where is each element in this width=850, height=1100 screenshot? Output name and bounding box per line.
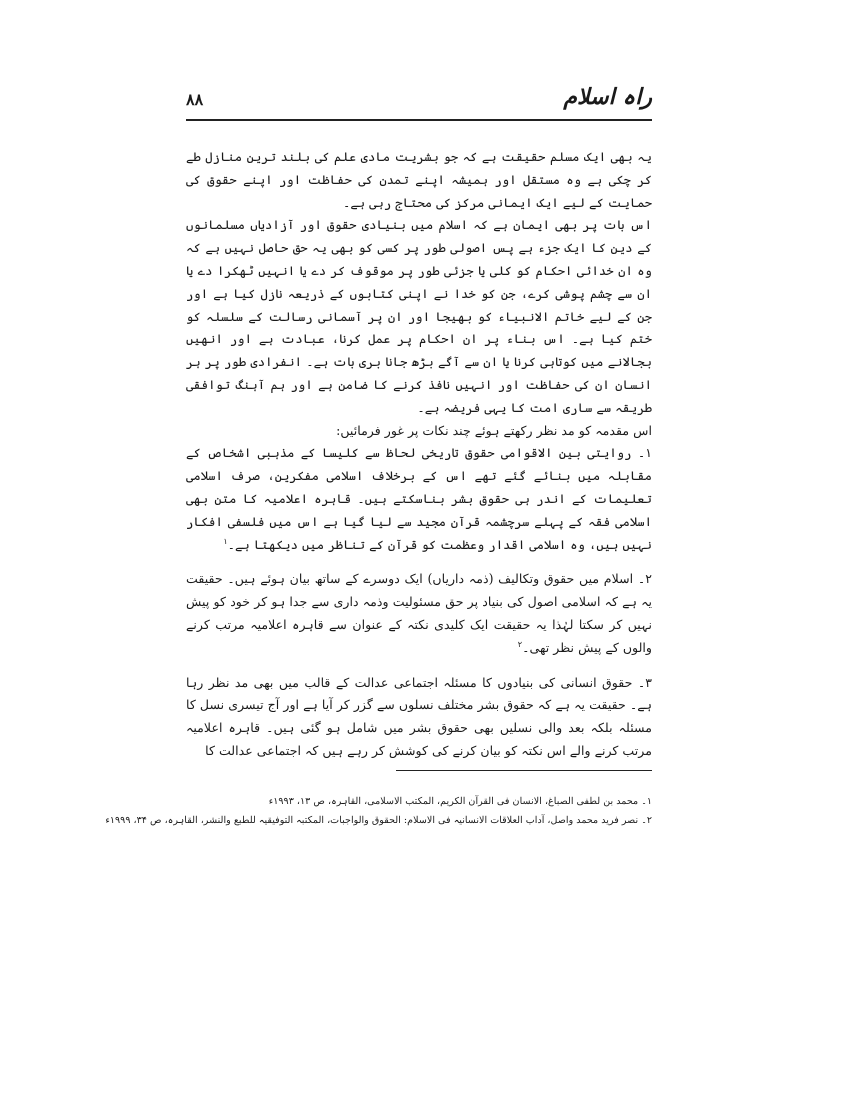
- paragraph-point-1: ۱۔ روایتی بین الاقوامی حقوق تاریخی لحاظ سے کلیسا کے مذہبی اشخاص کے مقابلہ میں بنائے گئے تھے اس کے برخلاف اسلامی مفکرین، صرف اسلامی تعلیمات کے اندر ہی حقوق بشر بناسکتے ہیں۔ قاہرہ اعلامیہ کا متن بھی اسلامی فقہ کے پہلے سرچشمہ قرآن مجید سے لیا گیا ہے اس میں فلسفی افکار نہیں ہیں، وہ اسلامی اقدار وعظمت کو قرآن کے تناظر میں دیکھتا ہے۔$^۱$: [186, 445, 652, 552]
- paragraph-belief: اس بات پر بھی ایمان ہے کہ اسلام میں بنیادی حقوق اور آزادیاں مسلمانوں کے دین کا ایک جزء ہے پس اصولی طور پر کسی کو بھی یہ حق حاصل نہیں ہے کہ وہ ان خدائی احکام کو کلی یا جزئی طور پر موقوف کر دے یا انہیں ٹھکرا دے یا ان سے چشم پوشی کرے، جن کو خدا نے اپنی کتابوں کے ذریعہ نازل کیا ہے اور جن کے لیے خاتم الانبیاء کو بھیجا اور ان پر آسمانی رسالت کے سلسلہ کو ختم کیا ہے۔ اس بناء پر ان احکام پر عمل کرنا، عبادت ہے اور انھیں بجالانے میں کوتاہی کرنا یا ان سے آگے بڑھ جانا بری بات ہے۔ انفرادی طور پر ہر انسان ان کی حفاظت اور انہیں نافذ کرنے کا ضامن ہے اور ہم آہنگ توافقی طریقہ سے ساری امت کا یہی فریضہ ہے۔: [186, 217, 652, 415]
- paragraph-point-2: ۲۔ اسلام میں حقوق وتکالیف (ذمہ داریاں) ایک دوسرے کے ساتھ بیان ہوئے ہیں۔ حقیقت یہ ہے کہ اسلامی اصول کی بنیاد پر حق مسئولیت وذمہ داری سے جدا ہو کر خود کو پیش نہیں کر سکتا لہٰذا یہ حقیقت ایک کلیدی نکتہ کے عنوان سے قاہرہ اعلامیہ مرتب کرنے والوں کے پیش نظر تھی۔$^۲$: [186, 571, 652, 655]
- running-title: راہ اسلام: [563, 84, 652, 110]
- body-text: [186, 146, 652, 763]
- page-header: [186, 84, 652, 118]
- page-number: ۸۸: [186, 90, 204, 109]
- paragraph-intro: یہ بھی ایک مسلم حقیقت ہے کہ جو بشریت مادی علم کی بلند ترین منازل طے کر چکی ہے وہ مستقل اور ہمیشہ اپنے تمدن کی حفاظت اور اپنے حقوق کی حمایت کے لیے ایک ایمانی مرکز کی محتاج رہی ہے۔: [186, 149, 652, 210]
- header-rule: [186, 119, 652, 121]
- footnote-reference-2: ۲: [517, 639, 523, 649]
- footnote-2: ۲۔ نصر فرید محمد واصل، آداب العلاقات الانسانیہ فی الاسلام: الحقوق والواجبات، المکتبہ التوفیقیہ للطبع والنشر، القاہرہ، ص ۳۴، ۱۹۹۹ء: [105, 815, 652, 826]
- paragraph-point-3: ۳۔ حقوق انسانی کی بنیادوں کا مسئلہ اجتماعی عدالت کے قالب میں بھی مد نظر رہا ہے۔ حقیقت یہ ہے کہ حقوق بشر مختلف نسلوں سے گزر کر آیا ہے اور آج تیسری نسل کا مسئلہ بلکہ بعد والی نسلیں بھی حقوق بشر میں شامل ہو گئی ہیں۔ قاہرہ اعلامیہ مرتب کرنے والے اس نکتہ کو بیان کرنے کی کوشش کر رہے ہیں کہ اجتماعی عدالت کا: [186, 674, 652, 758]
- paragraph-points-intro: اس مقدمہ کو مد نظر رکھتے ہوئے چند نکات پر غور فرمائیں:: [336, 422, 652, 438]
- footnote-rule: [396, 770, 652, 771]
- footnotes: [105, 792, 652, 830]
- footnote-1: ۱۔ محمد بن لطفی الصباغ، الانسان فی القرآن الکریم، المکتب الاسلامی، القاہرہ، ص ۱۳، ۱۹۹۳ء: [268, 796, 652, 807]
- footnote-reference-1: ۱: [223, 536, 228, 546]
